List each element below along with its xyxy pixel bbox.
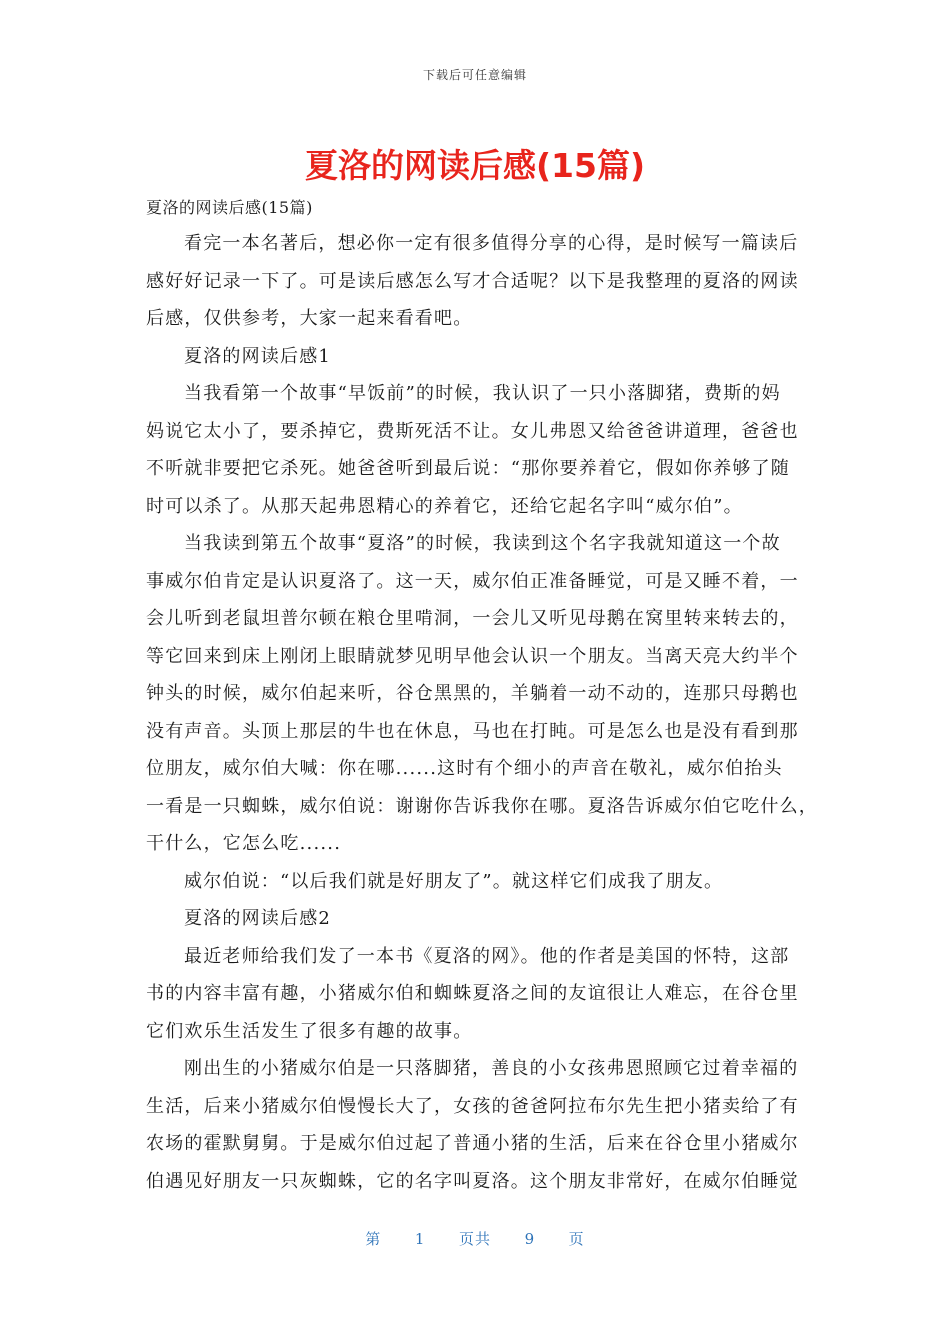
text-line: 最近老师给我们发了一本书《夏洛的网》。他的作者是美国的怀特，这部: [184, 945, 790, 967]
text-line: 刚出生的小猪威尔伯是一只落脚猪，善良的小女孩弗恩照顾它过着幸福的: [184, 1058, 799, 1079]
text-line: 书的内容丰富有趣，小猪威尔伯和蜘蛛夏洛之间的友谊很让人难忘，在谷仓里: [146, 983, 799, 1004]
text-line: 没有声音。头顶上那层的牛也在休息，马也在打盹。可是怎么也是没有看到那: [146, 720, 799, 742]
text-line: 一看是一只蜘蛛，威尔伯说：谢谢你告诉我你在哪。夏洛告诉威尔伯它吃什么，: [146, 795, 818, 817]
page-footer: [0, 1228, 950, 1249]
text-line: 威尔伯说：“以后我们就是好朋友了”。就这样它们成我了朋友。: [184, 870, 724, 892]
text-line: 生活，后来小猪威尔伯慢慢长大了，女孩的爸爸阿拉布尔先生把小猪卖给了有: [146, 1095, 799, 1117]
text-line: 夏洛的网读后感2: [184, 908, 332, 929]
text-line: 钟头的时候，威尔伯起来听，谷仓黑黑的，羊躺着一动不动的，连那只母鹅也: [146, 683, 799, 704]
text-line: 位朋友，威尔伯大喊：你在哪......这时有个细小的声音在敬礼，威尔伯抬头: [146, 758, 783, 779]
text-line: 感好好记录一下了。可是读后感怎么写才合适呢？以下是我整理的夏洛的网读: [146, 270, 799, 292]
footer-page-unit: 页: [568, 1230, 585, 1248]
text-line: 当我读到第五个故事“夏洛”的时候，我读到这个名字我就知道这一个故: [184, 533, 781, 554]
text-line: 等它回来到床上刚闭上眼睛就梦见明早他会认识一个朋友。当离天亮大约半个: [146, 645, 799, 667]
text-line: 时可以杀了。从那天起弗恩精心的养着它，还给它起名字叫“威尔伯”。: [146, 495, 743, 517]
text-line: 事威尔伯肯定是认识夏洛了。这一天，威尔伯正准备睡觉，可是又睡不着，一: [146, 570, 799, 592]
text-line: 不听就非要把它杀死。她爸爸听到最后说：“那你要养着它，假如你养够了随: [146, 458, 790, 479]
paragraph-lines: [146, 225, 818, 1200]
text-line: 干什么，它怎么吃......: [146, 833, 342, 854]
text-line: 当我看第一个故事“早饭前”的时候，我认识了一只小落脚猪，费斯的妈: [184, 383, 781, 404]
text-line: 夏洛的网读后感1: [184, 345, 332, 367]
text-line: 它们欢乐生活发生了很多有趣的故事。: [146, 1020, 473, 1042]
footer-total-pages: 9: [524, 1230, 536, 1248]
text-line: 会儿听到老鼠坦普尔顿在粮仓里啃洞，一会儿又听见母鹅在窝里转来转去的，: [146, 608, 799, 629]
text-line: 后感，仅供参考，大家一起来看看吧。: [146, 308, 473, 329]
text-line: 妈说它太小了，要杀掉它，费斯死活不让。女儿弗恩又给爸爸讲道理，爸爸也: [146, 420, 799, 442]
footer-page-of: 页共: [458, 1230, 491, 1248]
text-line: 看完一本名著后，想必你一定有很多值得分享的心得，是时候写一篇读后: [184, 233, 799, 254]
text-line: 农场的霍默舅舅。于是威尔伯过起了普通小猪的生活，后来在谷仓里小猪威尔: [146, 1133, 799, 1154]
document-body: [146, 191, 818, 1200]
page-header: 下载后可任意编辑: [422, 68, 527, 82]
text-line: 伯遇见好朋友一只灰蜘蛛，它的名字叫夏洛。这个朋友非常好，在威尔伯睡觉: [146, 1170, 799, 1192]
document-subtitle: 夏洛的网读后感(15篇): [146, 198, 313, 217]
footer-page-number: 1: [414, 1230, 426, 1248]
footer-page-word: 第: [365, 1230, 382, 1248]
document-title: 夏洛的网读后感(15篇): [304, 146, 646, 185]
